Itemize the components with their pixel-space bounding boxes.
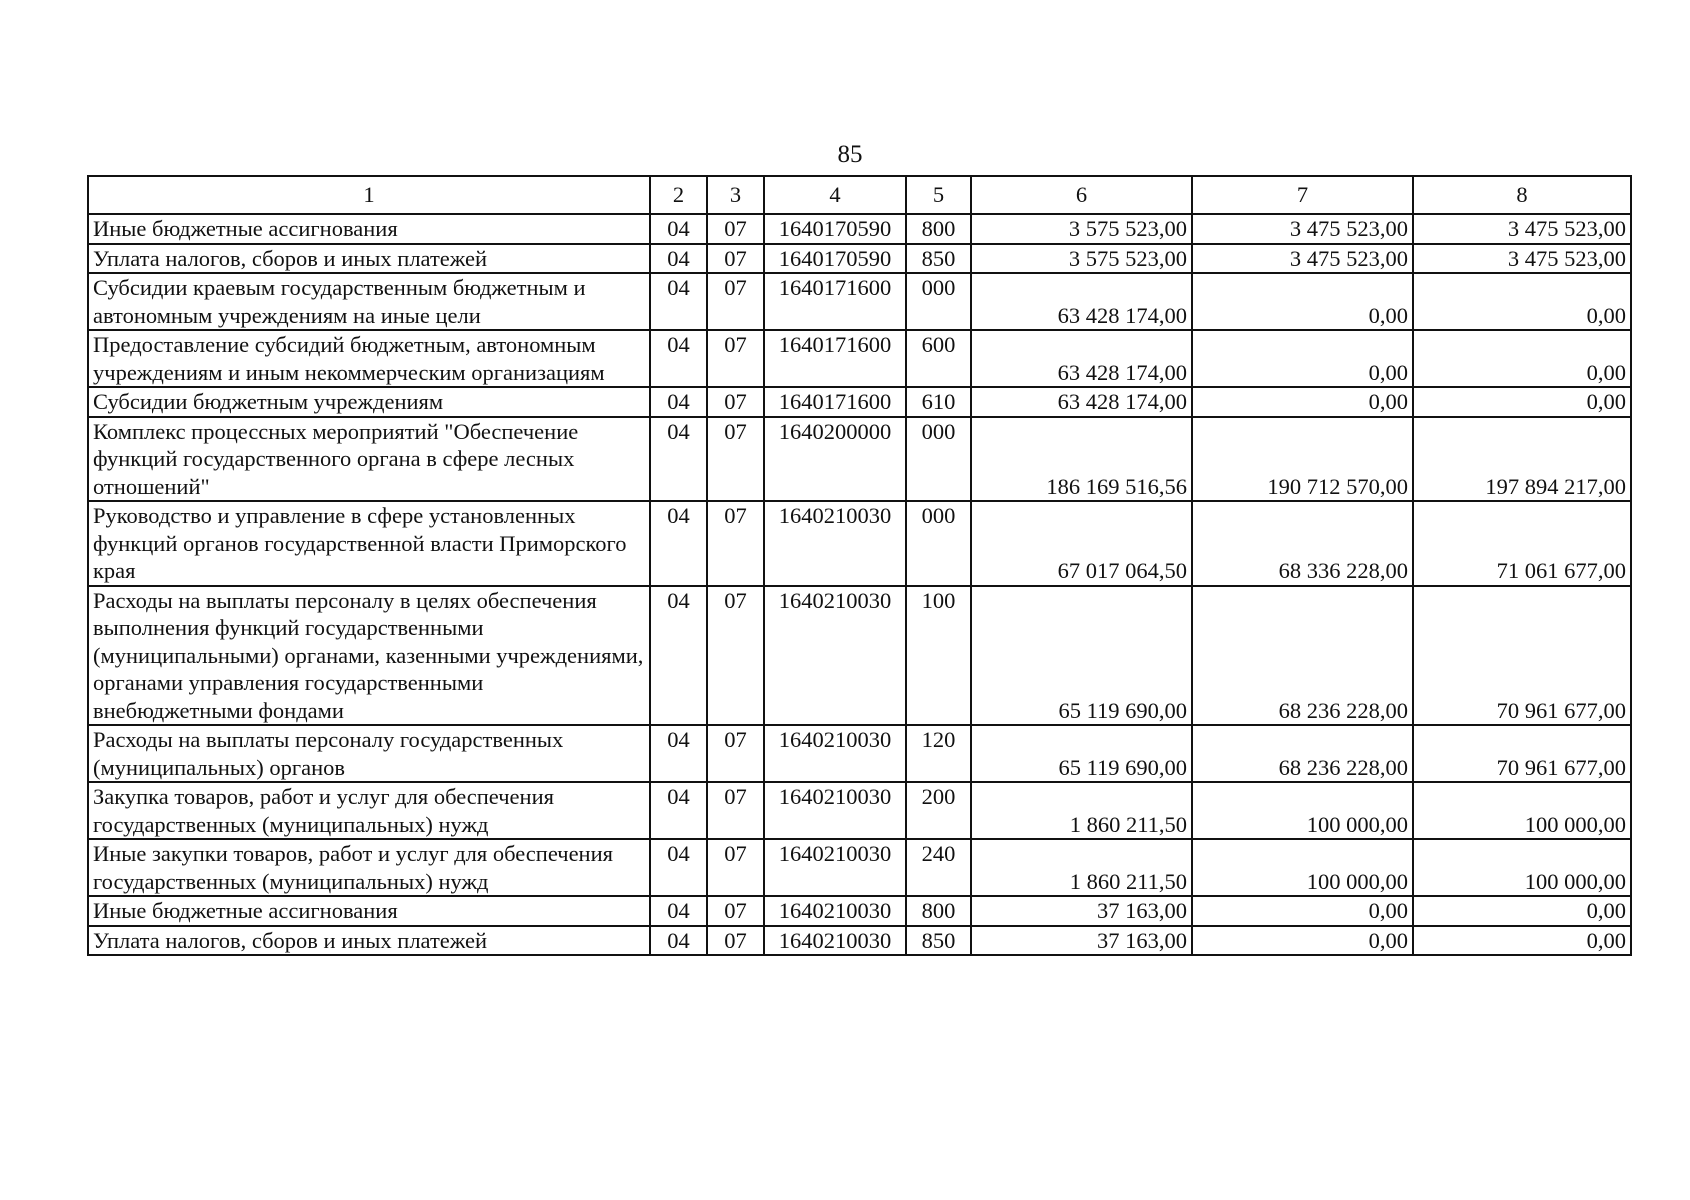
subsection-code-cell: 07 (707, 926, 764, 956)
amount-col8-cell: 100 000,00 (1413, 782, 1631, 839)
table-body (88, 214, 1631, 955)
amount-col7-cell: 3 475 523,00 (1192, 244, 1413, 274)
target-code-cell: 1640170590 (764, 244, 906, 274)
amount-col7-cell: 0,00 (1192, 273, 1413, 330)
expense-type-cell: 610 (906, 387, 971, 417)
amount-col8-cell: 197 894 217,00 (1413, 417, 1631, 502)
section-code-cell: 04 (650, 839, 707, 896)
amount-col7-cell: 0,00 (1192, 330, 1413, 387)
subsection-code-cell: 07 (707, 387, 764, 417)
amount-col7-cell: 68 236 228,00 (1192, 586, 1413, 726)
section-code-cell: 04 (650, 782, 707, 839)
section-code-cell: 04 (650, 244, 707, 274)
table-row (88, 273, 1631, 330)
amount-col7-cell: 3 475 523,00 (1192, 214, 1413, 244)
amount-col7-cell: 68 236 228,00 (1192, 725, 1413, 782)
amount-col6-cell: 63 428 174,00 (971, 330, 1192, 387)
header-cell-6: 6 (971, 176, 1192, 214)
amount-col6-cell: 1 860 211,50 (971, 782, 1192, 839)
target-code-cell: 1640171600 (764, 387, 906, 417)
table-row (88, 214, 1631, 244)
amount-col8-cell: 70 961 677,00 (1413, 725, 1631, 782)
amount-col6-cell: 37 163,00 (971, 896, 1192, 926)
subsection-code-cell: 07 (707, 782, 764, 839)
section-code-cell: 04 (650, 214, 707, 244)
amount-col6-cell: 65 119 690,00 (971, 586, 1192, 726)
target-code-cell: 1640200000 (764, 417, 906, 502)
header-cell-7: 7 (1192, 176, 1413, 214)
amount-col8-cell: 3 475 523,00 (1413, 244, 1631, 274)
header-cell-3: 3 (707, 176, 764, 214)
budget-table (87, 175, 1632, 956)
table-row (88, 586, 1631, 726)
amount-col6-cell: 186 169 516,56 (971, 417, 1192, 502)
subsection-code-cell: 07 (707, 586, 764, 726)
row-name-cell: Закупка товаров, работ и услуг для обеспечения государственных (муниципальных) нужд (88, 782, 650, 839)
section-code-cell: 04 (650, 273, 707, 330)
amount-col6-cell: 63 428 174,00 (971, 387, 1192, 417)
subsection-code-cell: 07 (707, 244, 764, 274)
table-row (88, 926, 1631, 956)
header-cell-2: 2 (650, 176, 707, 214)
expense-type-cell: 200 (906, 782, 971, 839)
table-row (88, 839, 1631, 896)
table-row (88, 330, 1631, 387)
amount-col7-cell: 0,00 (1192, 926, 1413, 956)
amount-col8-cell: 100 000,00 (1413, 839, 1631, 896)
header-cell-1: 1 (88, 176, 650, 214)
amount-col7-cell: 100 000,00 (1192, 782, 1413, 839)
subsection-code-cell: 07 (707, 417, 764, 502)
row-name-cell: Иные бюджетные ассигнования (88, 214, 650, 244)
amount-col8-cell: 0,00 (1413, 926, 1631, 956)
amount-col7-cell: 68 336 228,00 (1192, 501, 1413, 586)
row-name-cell: Руководство и управление в сфере установленных функций органов государственной власти Приморского края (88, 501, 650, 586)
header-cell-4: 4 (764, 176, 906, 214)
row-name-cell: Субсидии бюджетным учреждениям (88, 387, 650, 417)
expense-type-cell: 600 (906, 330, 971, 387)
amount-col8-cell: 0,00 (1413, 896, 1631, 926)
amount-col6-cell: 63 428 174,00 (971, 273, 1192, 330)
subsection-code-cell: 07 (707, 725, 764, 782)
table-row (88, 725, 1631, 782)
target-code-cell: 1640210030 (764, 725, 906, 782)
amount-col8-cell: 70 961 677,00 (1413, 586, 1631, 726)
expense-type-cell: 000 (906, 417, 971, 502)
subsection-code-cell: 07 (707, 273, 764, 330)
section-code-cell: 04 (650, 387, 707, 417)
header-row (88, 176, 1631, 214)
section-code-cell: 04 (650, 330, 707, 387)
target-code-cell: 1640171600 (764, 273, 906, 330)
expense-type-cell: 000 (906, 273, 971, 330)
row-name-cell: Иные закупки товаров, работ и услуг для обеспечения государственных (муниципальных) нужд (88, 839, 650, 896)
section-code-cell: 04 (650, 501, 707, 586)
target-code-cell: 1640170590 (764, 214, 906, 244)
amount-col7-cell: 100 000,00 (1192, 839, 1413, 896)
target-code-cell: 1640210030 (764, 926, 906, 956)
amount-col6-cell: 3 575 523,00 (971, 214, 1192, 244)
amount-col8-cell: 3 475 523,00 (1413, 214, 1631, 244)
row-name-cell: Иные бюджетные ассигнования (88, 896, 650, 926)
header-cell-5: 5 (906, 176, 971, 214)
section-code-cell: 04 (650, 417, 707, 502)
table-row (88, 782, 1631, 839)
table-row (88, 501, 1631, 586)
expense-type-cell: 850 (906, 244, 971, 274)
subsection-code-cell: 07 (707, 330, 764, 387)
section-code-cell: 04 (650, 586, 707, 726)
section-code-cell: 04 (650, 926, 707, 956)
table-row (88, 896, 1631, 926)
amount-col8-cell: 71 061 677,00 (1413, 501, 1631, 586)
row-name-cell: Уплата налогов, сборов и иных платежей (88, 926, 650, 956)
amount-col8-cell: 0,00 (1413, 330, 1631, 387)
table-row (88, 244, 1631, 274)
amount-col8-cell: 0,00 (1413, 273, 1631, 330)
expense-type-cell: 850 (906, 926, 971, 956)
row-name-cell: Предоставление субсидий бюджетным, автономным учреждениям и иным некоммерческим организациям (88, 330, 650, 387)
section-code-cell: 04 (650, 896, 707, 926)
subsection-code-cell: 07 (707, 501, 764, 586)
row-name-cell: Субсидии краевым государственным бюджетным и автономным учреждениям на иные цели (88, 273, 650, 330)
expense-type-cell: 240 (906, 839, 971, 896)
amount-col6-cell: 67 017 064,50 (971, 501, 1192, 586)
table-row (88, 417, 1631, 502)
amount-col6-cell: 3 575 523,00 (971, 244, 1192, 274)
row-name-cell: Расходы на выплаты персоналу в целях обеспечения выполнения функций государственными (муниципальными) органами, казенными учреждениями, органами управления государственными внебюджетными фондами (88, 586, 650, 726)
table-row (88, 387, 1631, 417)
target-code-cell: 1640210030 (764, 586, 906, 726)
amount-col6-cell: 37 163,00 (971, 926, 1192, 956)
expense-type-cell: 000 (906, 501, 971, 586)
amount-col7-cell: 0,00 (1192, 896, 1413, 926)
amount-col7-cell: 190 712 570,00 (1192, 417, 1413, 502)
subsection-code-cell: 07 (707, 839, 764, 896)
expense-type-cell: 800 (906, 214, 971, 244)
amount-col6-cell: 65 119 690,00 (971, 725, 1192, 782)
page-number: 85 (837, 141, 863, 168)
target-code-cell: 1640171600 (764, 330, 906, 387)
subsection-code-cell: 07 (707, 896, 764, 926)
row-name-cell: Уплата налогов, сборов и иных платежей (88, 244, 650, 274)
target-code-cell: 1640210030 (764, 501, 906, 586)
amount-col8-cell: 0,00 (1413, 387, 1631, 417)
target-code-cell: 1640210030 (764, 896, 906, 926)
row-name-cell: Расходы на выплаты персоналу государственных (муниципальных) органов (88, 725, 650, 782)
expense-type-cell: 800 (906, 896, 971, 926)
expense-type-cell: 100 (906, 586, 971, 726)
expense-type-cell: 120 (906, 725, 971, 782)
subsection-code-cell: 07 (707, 214, 764, 244)
amount-col7-cell: 0,00 (1192, 387, 1413, 417)
row-name-cell: Комплекс процессных мероприятий "Обеспечение функций государственного органа в сфере лесных отношений" (88, 417, 650, 502)
target-code-cell: 1640210030 (764, 782, 906, 839)
section-code-cell: 04 (650, 725, 707, 782)
target-code-cell: 1640210030 (764, 839, 906, 896)
amount-col6-cell: 1 860 211,50 (971, 839, 1192, 896)
header-cell-8: 8 (1413, 176, 1631, 214)
